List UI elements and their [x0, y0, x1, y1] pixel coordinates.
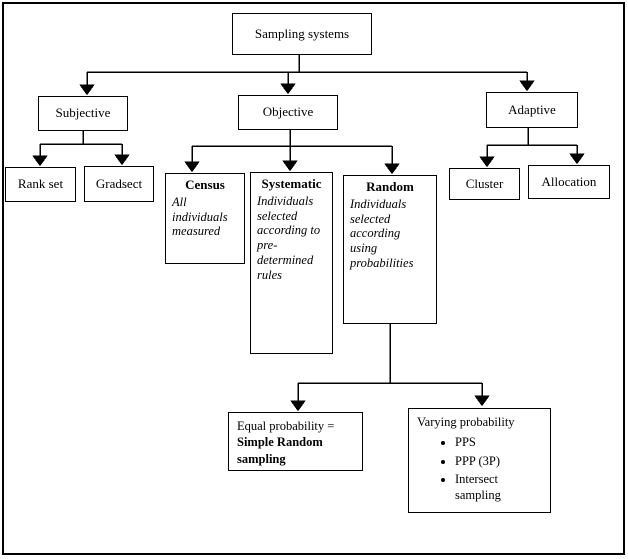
node-label: Cluster: [465, 175, 504, 191]
bullet-item: • PPS: [455, 434, 542, 450]
node-title: Varying probability: [417, 415, 515, 429]
node-label-line1: Equal probability =: [237, 419, 335, 433]
node-adaptive: [486, 92, 578, 128]
node-rank-set: [5, 167, 76, 202]
node-label: Subjective: [55, 105, 111, 121]
node-objective: [238, 95, 338, 130]
bullet-list: [417, 434, 542, 503]
node-label: Gradsect: [95, 175, 143, 191]
node-varying-probability: [408, 408, 551, 513]
node-label: Allocation: [541, 173, 597, 189]
node-description: All individuals measured: [172, 194, 228, 239]
connector-root-to-level1: [81, 55, 534, 94]
node-label: Adaptive: [508, 101, 556, 117]
node-census: [165, 173, 245, 264]
node-title: Systematic: [261, 176, 322, 191]
node-label: Objective: [262, 104, 314, 120]
connector-objective-children: [186, 130, 399, 173]
bullet-item: • PPP (3P): [455, 453, 542, 469]
node-label: Sampling systems: [254, 25, 350, 41]
connector-adaptive-children: [481, 128, 584, 166]
node-gradsect: [84, 166, 154, 202]
node-allocation: [528, 165, 610, 199]
bullet-item: • Intersect sampling: [455, 471, 542, 504]
node-subjective: [38, 96, 128, 131]
node-systematic: [250, 172, 333, 354]
node-title: Random: [366, 179, 414, 194]
node-title: Census: [185, 177, 225, 192]
node-sampling-systems: [232, 13, 372, 55]
node-description: Individuals selected according to pre-determined rules: [257, 193, 321, 282]
connector-subjective-children: [34, 131, 129, 165]
node-random: [343, 175, 437, 324]
node-equal-probability: [228, 412, 363, 471]
node-description: Individuals selected according using probabilities: [350, 196, 414, 270]
node-label: Rank set: [17, 176, 64, 192]
node-label-line2: Simple Random sampling: [237, 435, 323, 466]
node-cluster: [449, 168, 520, 200]
